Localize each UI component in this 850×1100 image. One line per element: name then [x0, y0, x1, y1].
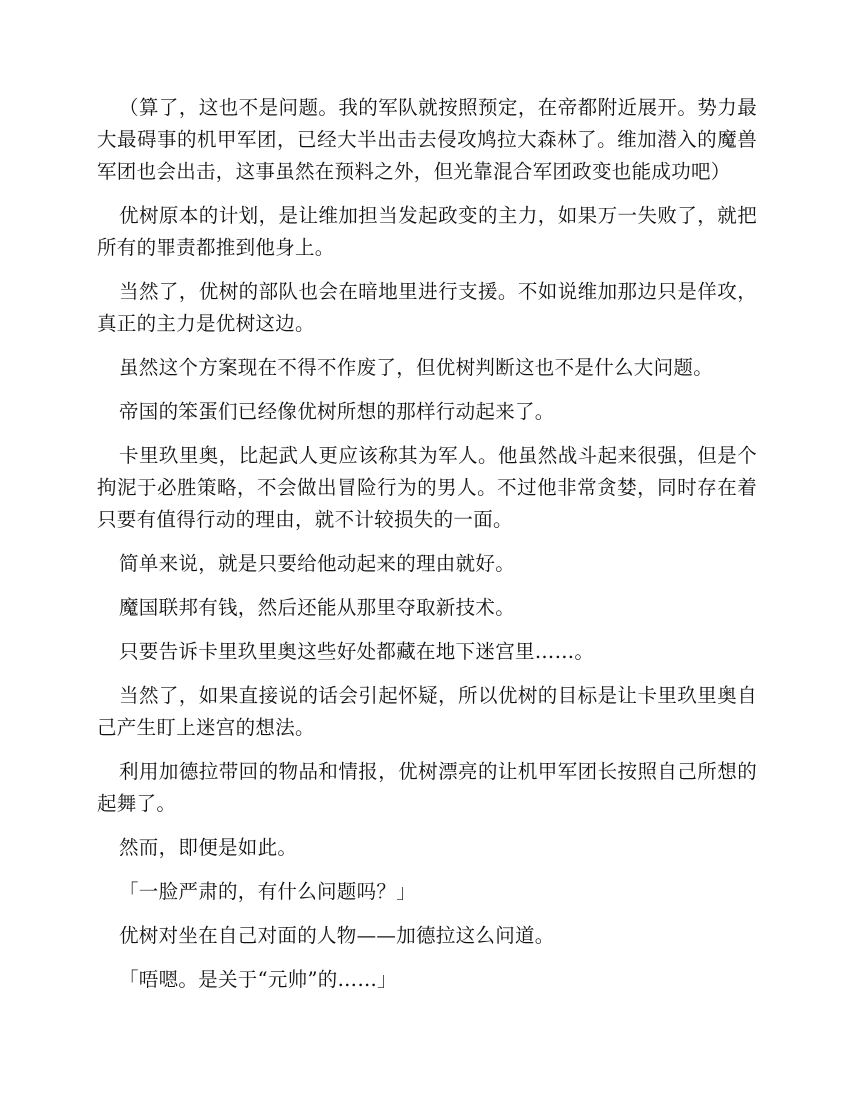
paragraph-14: 优树对坐在自己对面的人物——加德拉这么问道。	[119, 924, 555, 947]
paragraph-7: 简单来说，就是只要给他动起来的理由就好。	[119, 552, 516, 575]
paragraph-11: 利用加德拉带回的物品和情报，优树漂亮的让机甲军团长按照自己所想的起舞了。	[97, 760, 757, 815]
paragraph-12: 然而，即便是如此。	[119, 836, 298, 859]
paragraph-10: 当然了，如果直接说的话会引起怀疑，所以优树的目标是让卡里玖里奥自己产生盯上迷宫的想法。	[97, 684, 757, 739]
paragraph-5: 帝国的笨蛋们已经像优树所想的那样行动起来了。	[119, 400, 555, 423]
paragraph-1: （算了，这也不是问题。我的军队就按照预定，在帝都附近展开。势力最大最碍事的机甲军团，已经大半出击去侵攻鸠拉大森林了。维加潜入的魔兽军团也会出击，这事虽然在预料之外，但光靠混合军团政变也能成功吧）	[97, 96, 757, 183]
paragraph-6: 卡里玖里奥，比起武人更应该称其为军人。他虽然战斗起来很强，但是个拘泥于必胜策略，不会做出冒险行为的男人。不过他非常贪婪，同时存在着只要有值得行动的理由，就不计较损失的一面。	[97, 444, 757, 531]
paragraph-13: 「一脸严肃的，有什么问题吗？」	[119, 880, 417, 903]
paragraph-2: 优树原本的计划，是让维加担当发起政变的主力，如果万一失败了，就把所有的罪责都推到他身上。	[97, 204, 757, 259]
paragraph-8: 魔国联邦有钱，然后还能从那里夺取新技术。	[119, 596, 516, 619]
paragraph-9: 只要告诉卡里玖里奥这些好处都藏在地下迷宫里……。	[119, 640, 595, 663]
paragraph-3: 当然了，优树的部队也会在暗地里进行支援。不如说维加那边只是佯攻，真正的主力是优树这边。	[97, 280, 757, 335]
paragraph-15: 「唔嗯。是关于“元帅”的……」	[119, 968, 397, 991]
paragraph-4: 虽然这个方案现在不得不作废了，但优树判断这也不是什么大问题。	[119, 356, 714, 379]
document-body	[97, 92, 757, 1008]
